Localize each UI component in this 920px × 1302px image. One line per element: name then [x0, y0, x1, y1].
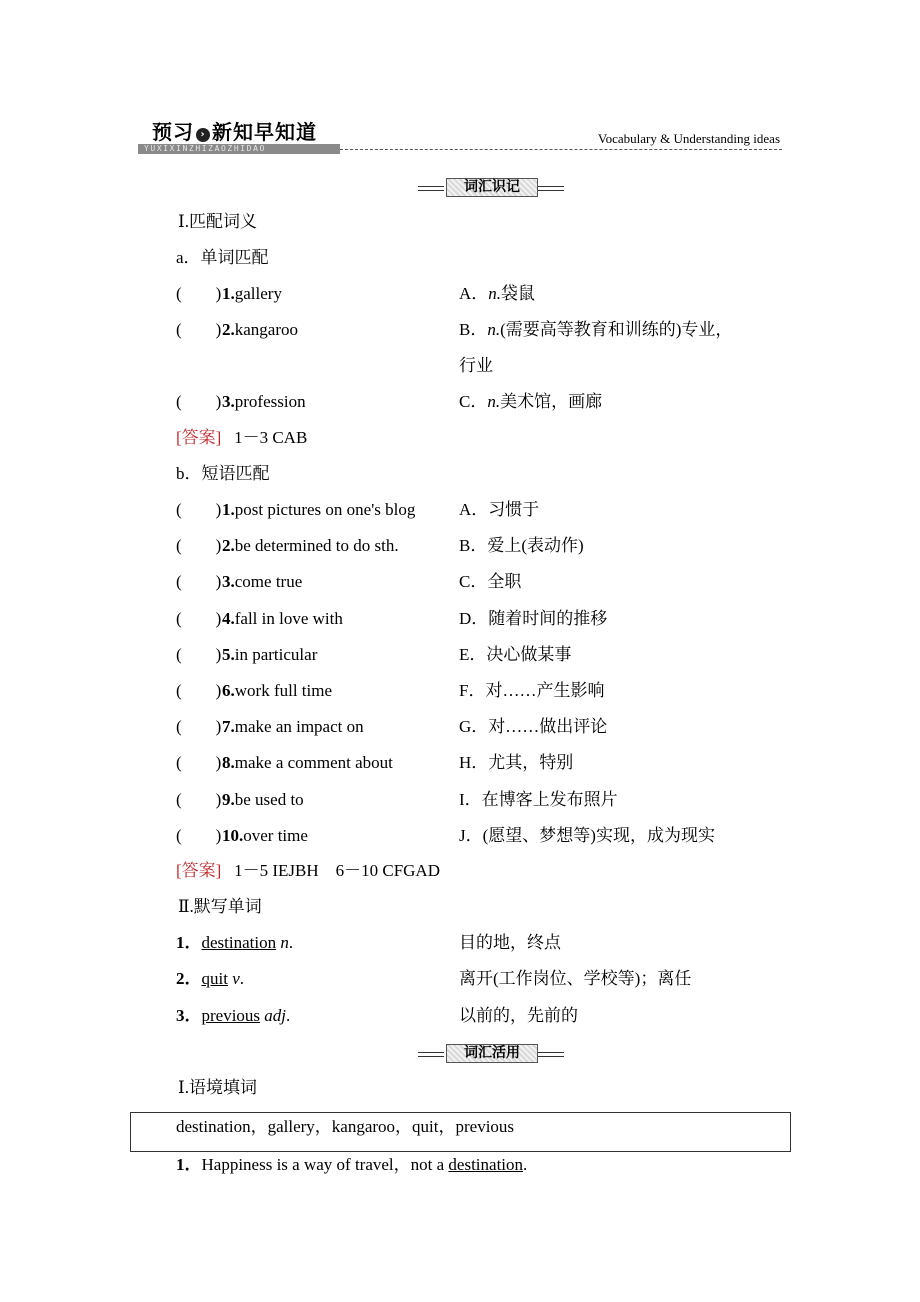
b-item-meaning-cell: [459, 789, 618, 811]
dictation-word: previous: [201, 1006, 261, 1025]
b-item-letter: B．: [459, 536, 488, 556]
badge-right-bar: [538, 186, 564, 191]
badge-label: 词汇活用: [446, 1044, 538, 1063]
b-item-paren: ( ): [176, 753, 222, 773]
b-item-meaning: 对……做出评论: [488, 717, 608, 737]
b-item-num: 1.: [222, 500, 235, 519]
dictation-word: destination: [201, 933, 277, 952]
dictation-meaning: 以前的，先前的: [459, 1006, 578, 1025]
a-item-paren: ( ): [176, 392, 222, 411]
b-item-paren: ( ): [176, 825, 222, 845]
header-pinyin-band: YUXIXINZHIZAOZHIDAO: [138, 144, 340, 154]
dictation-num: 1．: [176, 933, 202, 952]
b-item-meaning: (愿望、梦想等)实现，成为现实: [482, 825, 715, 845]
b-item-phrase-cell: [222, 535, 399, 557]
b-item-phrase-cell: [222, 789, 304, 811]
b-item-phrase: work full time: [234, 681, 333, 700]
a-heading: a．单词匹配: [176, 248, 269, 267]
a-item-num: 3.: [222, 392, 235, 411]
b-item-paren: ( ): [176, 644, 222, 664]
b-item-letter: G．: [459, 717, 489, 737]
b-item-paren-cell: [176, 789, 221, 811]
b-item-phrase: make a comment about: [234, 753, 393, 773]
b-item-letter: J．: [459, 825, 483, 845]
b-item-paren-cell: [176, 680, 221, 702]
b-item-num: 10.: [222, 825, 244, 845]
dictation-item: [176, 1005, 290, 1027]
b-item-meaning-cell: [459, 571, 521, 593]
b-item-paren-cell: [176, 571, 221, 593]
b-item-num: 2.: [222, 536, 235, 556]
a-item-paren: ( ): [176, 284, 222, 303]
a-item-word-text: kangaroo: [234, 320, 299, 339]
dictation-punct: .: [286, 1006, 291, 1025]
dictation-pos: adj: [264, 1006, 287, 1025]
part1-heading-2: Ⅰ.语境填词: [178, 1078, 257, 1097]
b-item-phrase-cell: [222, 680, 332, 702]
b-item-meaning-cell: [459, 499, 539, 521]
b-item-phrase-cell: [222, 825, 308, 847]
b-item-phrase: fall in love with: [234, 608, 343, 628]
badge-right-bar: [538, 1052, 564, 1057]
a-item-meaning: [459, 283, 535, 305]
a-item-letter: C．: [459, 392, 488, 411]
answer-text: 1－3 CAB: [234, 428, 308, 447]
b-item-phrase: come true: [234, 572, 303, 592]
dictation-item: [176, 932, 293, 954]
b-item-paren: ( ): [176, 717, 222, 737]
section-badge-usage: [418, 1044, 564, 1062]
b-answer: [176, 860, 440, 882]
b-item-meaning-cell: [459, 644, 571, 666]
b-item-paren: ( ): [176, 608, 222, 628]
a-answer: [176, 427, 307, 449]
a-item-word: [222, 391, 306, 413]
badge-label: 词汇识记: [446, 178, 538, 197]
b-item-meaning: 爱上(表动作): [487, 536, 584, 556]
header-title-left: 预习: [152, 120, 194, 144]
header-divider: [340, 149, 782, 150]
b-item-meaning-cell: [459, 680, 604, 702]
a-item-word: [222, 319, 298, 341]
b-item-paren-cell: [176, 752, 221, 774]
b-item-meaning-cell: [459, 535, 584, 557]
b-item-paren: ( ): [176, 500, 222, 519]
dictation-pos: n: [280, 933, 289, 952]
b-item-paren: ( ): [176, 789, 222, 809]
question-end: .: [523, 1155, 528, 1174]
b-item-phrase: be determined to do sth.: [234, 536, 399, 556]
b-item-meaning-cell: [459, 825, 715, 847]
b-item-num: 4.: [222, 608, 235, 628]
dictation-punct: .: [288, 933, 294, 952]
b-item-letter: H．: [459, 753, 489, 773]
b-item-paren-cell: [176, 499, 221, 521]
b-item-phrase: be used to: [234, 789, 304, 809]
b-item-paren-cell: [176, 644, 221, 666]
b-item-meaning-cell: [459, 608, 607, 630]
a-item-meaning: [459, 319, 732, 341]
b-item-meaning: 习惯于: [488, 500, 540, 519]
b-item-num: 8.: [222, 753, 235, 773]
b-item-phrase-cell: [222, 716, 364, 738]
dictation-meaning: 目的地，终点: [459, 933, 561, 952]
dictation-num: 3．: [176, 1006, 202, 1025]
b-item-meaning: 尤其，特别: [488, 753, 574, 773]
a-item-word: [222, 283, 282, 305]
a-item-letter: B．: [459, 320, 488, 339]
b-item-letter: A．: [459, 500, 489, 519]
dictation-meaning: 离开(工作岗位、学校等)；离任: [459, 969, 692, 988]
question-num: 1．: [176, 1155, 202, 1174]
b-item-meaning: 随着时间的推移: [488, 608, 608, 628]
a-item-num: 1.: [222, 284, 235, 303]
b-item-paren-cell: [176, 608, 221, 630]
a-item-meaning-cont: 行业: [459, 356, 493, 375]
a-item-paren: ( ): [176, 320, 222, 339]
b-item-paren: ( ): [176, 572, 222, 592]
answer-label: [答案]: [176, 428, 222, 447]
b-item-phrase-cell: [222, 752, 393, 774]
a-item-pos: n.: [487, 320, 501, 339]
b-item-meaning-cell: [459, 716, 607, 738]
a-item-meaning: [459, 391, 602, 413]
a-item-num: 2.: [222, 320, 235, 339]
header-subtitle: Vocabulary & Understanding ideas: [597, 131, 780, 146]
question-1: [176, 1154, 527, 1176]
b-item-phrase: in particular: [234, 644, 318, 664]
section-badge-vocab: [418, 178, 564, 196]
a-item-pos: n.: [488, 284, 502, 303]
b-item-num: 3.: [222, 572, 235, 592]
dictation-punct: .: [239, 969, 244, 988]
b-item-paren-cell: [176, 716, 221, 738]
b-item-paren-cell: [176, 535, 221, 557]
b-item-letter: D．: [459, 608, 489, 628]
b-item-letter: I．: [459, 789, 482, 809]
b-item-meaning: 在博客上发布照片: [481, 789, 618, 809]
b-item-meaning: 全职: [487, 572, 522, 592]
a-item-letter: A．: [459, 284, 489, 303]
a-item-word-text: profession: [234, 392, 306, 411]
b-heading: b．短语匹配: [176, 464, 270, 483]
b-item-num: 6.: [222, 681, 235, 700]
b-item-meaning: 对……产生影响: [485, 681, 605, 700]
b-item-phrase-cell: [222, 644, 317, 666]
b-item-phrase-cell: [222, 608, 343, 630]
part2-heading: Ⅱ.默写单词: [178, 897, 262, 916]
b-item-phrase-cell: [222, 499, 415, 521]
question-text: Happiness is a way of travel，not a: [201, 1155, 449, 1174]
section-header-title: [152, 116, 317, 145]
b-item-paren-cell: [176, 825, 221, 847]
dictation-num: 2．: [176, 969, 202, 988]
answer-label: [答案]: [176, 861, 222, 880]
b-item-num: 7.: [222, 717, 235, 737]
header-title-right: 新知早知道: [212, 120, 317, 144]
badge-left-bar: [418, 186, 444, 191]
b-item-num: 5.: [222, 644, 235, 664]
badge-left-bar: [418, 1052, 444, 1057]
b-item-letter: C．: [459, 572, 488, 592]
answer-text: 1－5 IEJBH 6－10 CFGAD: [234, 861, 440, 880]
b-item-letter: F．: [459, 681, 486, 700]
b-item-phrase: make an impact on: [234, 717, 364, 737]
b-item-letter: E．: [459, 644, 487, 664]
a-item-meaning-text: 美术馆，画廊: [500, 392, 603, 411]
b-item-meaning-cell: [459, 752, 573, 774]
dictation-word: quit: [201, 969, 228, 988]
b-item-phrase-cell: [222, 571, 302, 593]
b-item-phrase: over time: [243, 825, 308, 845]
b-item-phrase: post pictures on one's blog: [234, 500, 416, 519]
b-item-paren: ( ): [176, 681, 222, 700]
question-answer: destination: [448, 1155, 524, 1174]
chevron-right-icon: ›: [196, 128, 210, 142]
a-item-meaning-text: 袋鼠: [501, 284, 536, 303]
a-item-meaning-text: (需要高等教育和训练的)专业，: [500, 320, 733, 339]
b-item-paren: ( ): [176, 536, 222, 556]
word-bank: destination，gallery，kangaroo，quit，previous: [176, 1117, 515, 1136]
dictation-pos: v: [232, 969, 240, 988]
part1-heading: Ⅰ.匹配词义: [178, 212, 257, 231]
b-item-num: 9.: [222, 789, 235, 809]
a-item-word-text: gallery: [234, 284, 282, 303]
dictation-item: [176, 968, 244, 990]
a-item-pos: n.: [487, 392, 501, 411]
b-item-meaning: 决心做某事: [486, 644, 572, 664]
